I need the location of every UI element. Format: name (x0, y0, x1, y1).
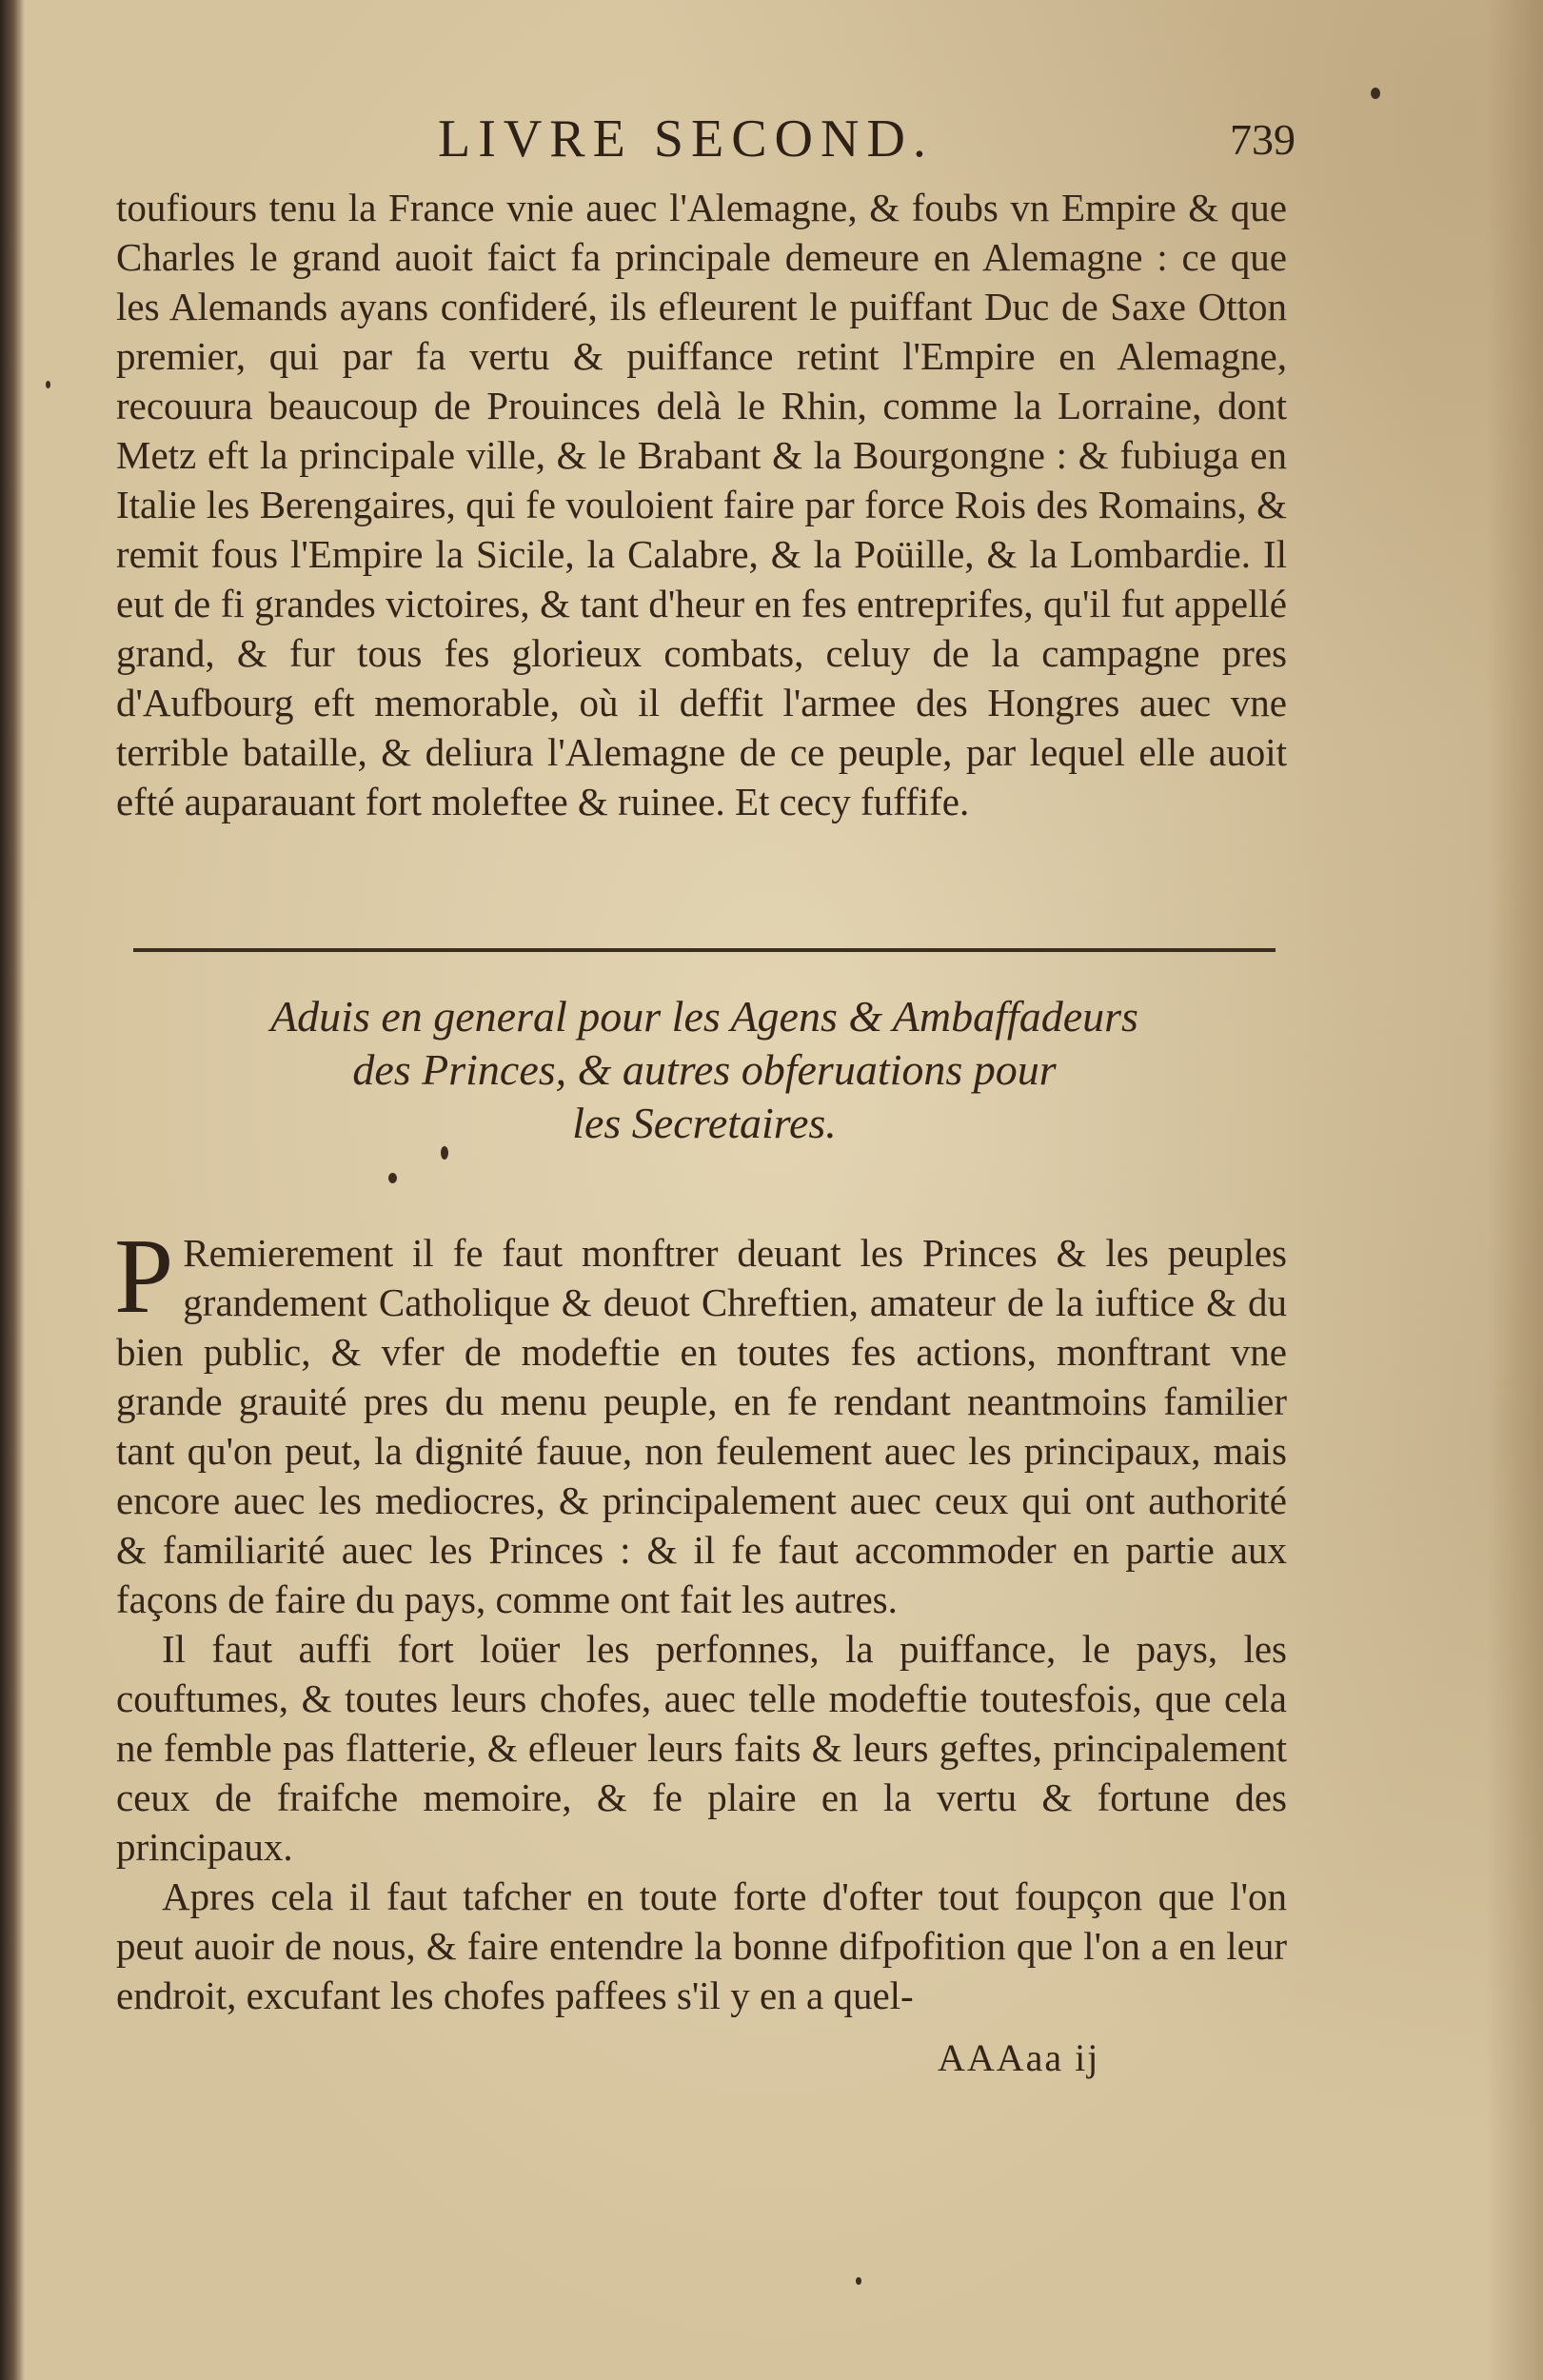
section-heading (171, 990, 1237, 1150)
ink-spot (856, 2277, 861, 2285)
section-heading-line: des Princes, & autres obferuations pour (352, 1045, 1057, 1094)
paragraph (114, 1218, 1287, 1624)
paragraph: toufiours tenu la France vnie auec l'Alemagne, & foubs vn Empire & que Charles le grand auoit faict fa principale demeure en Alemagne : ce que les Alemands ayans confideré, ils efleurent le puiffant Duc de Saxe Otton premier, qui par fa vertu & puiffance retint l'Empire en Alemagne, recouura beaucoup de Prouinces delà le Rhin, comme la Lorraine, dont Metz eft la principale ville, & le Brabant & la Bourgongne : & fubiuga en Italie les Berengaires, qui fe vouloient faire par force Rois des Romains, & remit fous l'Empire la Sicile, la Calabre, & la Poüille, & la Lombardie. Il eut de fi grandes victoires, & tant d'heur en fes entreprifes, qu'il fut appellé grand, & fur tous fes glorieux combats, celuy de la campagne pres d'Aufbourg eft memorable, où il deffit l'armee des Hongres auec vne terrible bataille, & deliura l'Alemagne de ce peuple, par lequel elle auoit efté auparauant fort moleftee & ruinee. Et cecy fuffife. (116, 186, 1287, 823)
running-title: LIVRE SECOND. (438, 109, 934, 169)
book-binding-edge (0, 0, 25, 2380)
text-block-continuation (116, 183, 1287, 826)
section-heading-line: Aduis en general pour les Agens & Ambaffadeurs (270, 992, 1138, 1041)
page-number: 739 (1230, 115, 1296, 164)
section-heading-line: les Secretaires. (572, 1099, 837, 1147)
page-edge-shadow (1486, 0, 1543, 2380)
ink-spot (441, 1146, 448, 1160)
paragraph: Il faut auffi fort loüer les perfonnes, la puiffance, le pays, les couftumes, & toutes leurs chofes, auec telle modeftie toutesfois, que cela ne femble pas flatterie, & efleuer leurs faits & leurs geftes, principalement ceux de fraifche memoire, & fe plaire en la vertu & fortune des principaux. (116, 1627, 1287, 1869)
drop-cap: P (114, 1218, 174, 1336)
ink-spot (1371, 88, 1380, 99)
section-divider-rule (133, 948, 1276, 952)
signature-mark: AAAaa ij (938, 2036, 1100, 2079)
text-block-advice (114, 1218, 1287, 2020)
paragraph: Apres cela il faut tafcher en toute forte d'ofter tout foupçon que l'on peut auoir de nous, & faire entendre la bonne difpofition que l'on a en leur endroit, excufant les chofes paffees s'il y en a quel- (116, 1874, 1287, 2017)
paragraph-text: Remierement il fe faut monftrer deuant les Princes & les peuples grandement Catholique & deuot Chreftien, amateur de la iuftice & du bien public, & vfer de modeftie en toutes fes actions, monftrant vne grande grauité pres du menu peuple, en fe rendant neantmoins familier tant qu'on peut, la dignité fauue, non feulement auec les principaux, mais encore auec les mediocres, & principalement auec ceux qui ont authorité & familiarité auec les Princes : & il fe faut accommoder en partie aux façons de faire du pays, comme ont fait les autres. (116, 1231, 1287, 1621)
ink-spot (388, 1173, 397, 1183)
ink-spot (46, 381, 50, 388)
page-header (0, 105, 1543, 181)
